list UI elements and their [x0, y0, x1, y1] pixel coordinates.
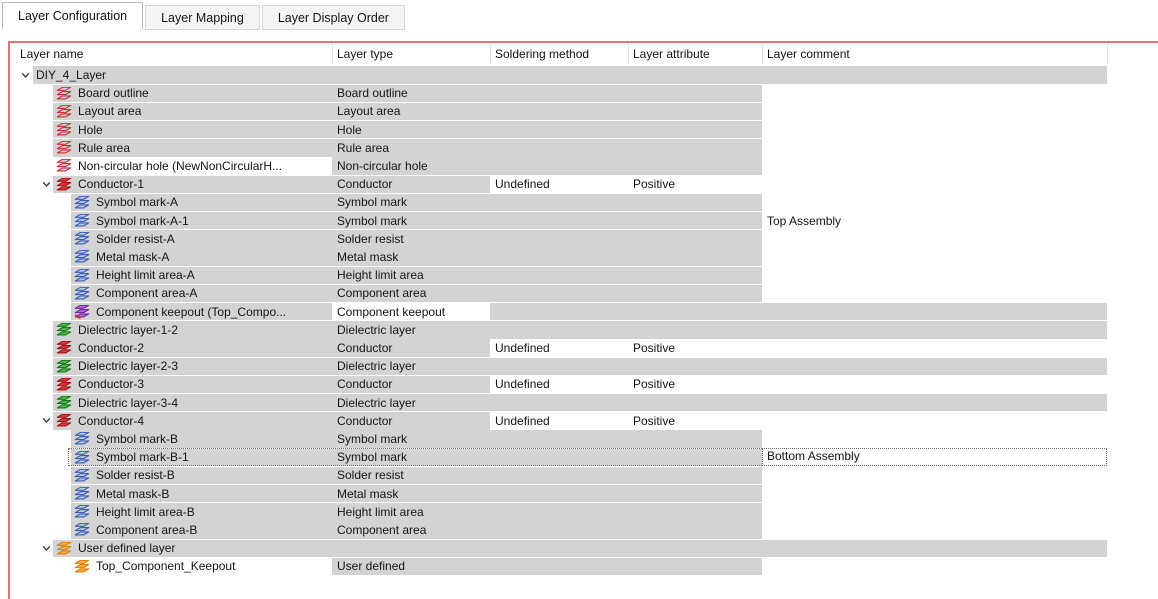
blue-layers-icon	[74, 269, 90, 283]
layer-name: Dielectric layer-1-2	[78, 322, 179, 337]
layer-name: Board outline	[78, 86, 149, 101]
tab-layer-display-order[interactable]: Layer Display Order	[262, 5, 405, 30]
layer-type: Solder resist	[337, 231, 404, 246]
tab-bar	[2, 2, 407, 30]
column-divider	[1107, 45, 1108, 64]
row-band	[53, 321, 1107, 338]
layer-name: Layout area	[78, 104, 142, 119]
layer-name: Top_Component_Keepout	[96, 559, 236, 574]
layer-type: Component keepout	[337, 304, 446, 319]
layer-name: Dielectric layer-3-4	[78, 395, 179, 410]
redblue-layers-icon	[56, 141, 72, 155]
tab-layer-mapping[interactable]: Layer Mapping	[145, 5, 260, 30]
layer-name: Dielectric layer-2-3	[78, 359, 179, 374]
row-diy-4-layer[interactable]	[0, 66, 1158, 84]
layer-name: User defined layer	[78, 541, 176, 556]
blue-layers-icon	[74, 214, 90, 228]
row-metal-mask-a[interactable]	[0, 248, 1158, 266]
layer-name: Component area-B	[96, 523, 198, 537]
layer-type: Dielectric layer	[337, 359, 416, 374]
layer-name: Metal mask-A	[96, 250, 170, 264]
layer-type: Dielectric layer	[337, 395, 416, 410]
soldering-method: Undefined	[495, 341, 550, 355]
layer-name: Conductor-3	[78, 377, 145, 392]
layer-type: Conductor	[337, 341, 393, 355]
layer-attribute: Positive	[633, 377, 676, 392]
layer-name: Symbol mark-A	[96, 195, 179, 210]
layer-type: Layout area	[337, 104, 401, 119]
red-layers-icon	[56, 378, 72, 392]
row-dielectric-layer-1-2[interactable]	[0, 321, 1158, 339]
column-header-soldering-method[interactable]: Soldering method	[495, 47, 590, 61]
blue-layers-icon	[74, 523, 90, 537]
column-divider	[762, 45, 763, 64]
chevron-down-icon[interactable]	[41, 543, 52, 554]
row-band	[71, 248, 762, 265]
layer-type: Hole	[337, 122, 362, 137]
orange-layers-icon	[74, 560, 90, 574]
row-conductor-2[interactable]	[0, 339, 1158, 357]
column-divider	[490, 45, 491, 64]
row-symbol-mark-b-1[interactable]	[0, 448, 1158, 466]
soldering-method: Undefined	[495, 413, 550, 428]
layer-name: Hole	[78, 122, 103, 137]
row-solder-resist-a[interactable]	[0, 230, 1158, 248]
blue-layers-icon	[74, 469, 90, 483]
row-band	[53, 540, 1107, 557]
tab-layer-configuration[interactable]: Layer Configuration	[2, 2, 143, 30]
red-layers-icon	[56, 341, 72, 355]
comment-edit-cell[interactable]: Bottom Assembly	[762, 448, 1107, 466]
layer-name: Symbol mark-B	[96, 432, 179, 446]
layer-name: Component area-A	[96, 286, 198, 301]
row-symbol-mark-a-1[interactable]	[0, 212, 1158, 230]
red-layers-icon	[56, 178, 72, 192]
row-user-defined-layer[interactable]	[0, 539, 1158, 557]
layer-attribute: Positive	[633, 413, 676, 428]
table-highlight-border-top	[8, 41, 1158, 43]
layer-name: Conductor-1	[78, 177, 145, 192]
column-header-layer-name[interactable]: Layer name	[20, 47, 84, 61]
row-hole[interactable]	[0, 121, 1158, 139]
layer-name: Height limit area-B	[96, 504, 195, 519]
layer-name: Symbol mark-B-1	[96, 450, 189, 465]
blue-layers-icon	[74, 505, 90, 519]
layer-name: Component keepout (Top_Compo...	[96, 304, 287, 319]
soldering-method: Undefined	[495, 177, 550, 192]
row-dielectric-layer-3-4[interactable]	[0, 394, 1158, 412]
purple-layers-icon	[74, 305, 90, 319]
layer-comment: Top Assembly	[767, 213, 842, 228]
row-board-outline[interactable]	[0, 84, 1158, 102]
blue-layers-icon	[74, 232, 90, 246]
column-divider	[332, 45, 333, 64]
row-component-keepout-top-compo[interactable]	[0, 303, 1158, 321]
orange-layers-icon	[56, 542, 72, 556]
layer-name: DIY_4_Layer	[36, 68, 107, 82]
row-symbol-mark-b[interactable]	[0, 430, 1158, 448]
layer-name: Non-circular hole (NewNonCircularH...	[78, 159, 283, 173]
row-dielectric-layer-2-3[interactable]	[0, 357, 1158, 375]
layer-type: Symbol mark	[337, 195, 408, 210]
soldering-method: Undefined	[495, 377, 550, 392]
layer-type: Height limit area	[337, 504, 424, 519]
row-symbol-mark-a[interactable]	[0, 193, 1158, 211]
layer-name: Solder resist-B	[96, 468, 175, 483]
row-band	[33, 66, 1107, 83]
layer-type: Symbol mark	[337, 450, 408, 465]
row-band	[53, 139, 762, 156]
layer-name: Conductor-2	[78, 341, 145, 355]
chevron-down-icon[interactable]	[41, 415, 52, 426]
layer-name: Symbol mark-A-1	[96, 213, 189, 228]
redblue-layers-icon	[56, 159, 72, 173]
row-solder-resist-b[interactable]	[0, 466, 1158, 484]
row-height-limit-area-a[interactable]	[0, 266, 1158, 284]
layer-type: User defined	[337, 559, 406, 574]
blue-layers-icon	[74, 432, 90, 446]
table-highlight-border-left	[8, 41, 10, 599]
row-component-area-b[interactable]	[0, 521, 1158, 539]
layer-name: Rule area	[78, 140, 131, 155]
redblue-layers-icon	[56, 105, 72, 119]
blue-layers-icon	[74, 196, 90, 210]
layer-type: Component area	[337, 523, 427, 537]
layer-name: Solder resist-A	[96, 231, 175, 246]
chevron-down-icon[interactable]	[20, 70, 31, 81]
layer-type: Symbol mark	[337, 213, 408, 228]
layer-type: Non-circular hole	[337, 159, 428, 173]
layer-type: Dielectric layer	[337, 322, 416, 337]
green-layers-icon	[56, 360, 72, 374]
row-conductor-3[interactable]	[0, 375, 1158, 393]
row-non-circular-hole-newnoncircularh[interactable]	[0, 157, 1158, 175]
row-rule-area[interactable]	[0, 139, 1158, 157]
layer-type: Rule area	[337, 140, 390, 155]
row-band	[53, 121, 762, 138]
row-band	[53, 103, 762, 120]
column-header-layer-comment[interactable]: Layer comment	[767, 47, 850, 61]
blue-layers-icon	[74, 250, 90, 264]
row-metal-mask-b[interactable]	[0, 485, 1158, 503]
layer-type: Symbol mark	[337, 432, 408, 446]
green-layers-icon	[56, 323, 72, 337]
green-layers-icon	[56, 396, 72, 410]
layer-attribute: Positive	[633, 341, 676, 355]
layer-name: Height limit area-A	[96, 268, 195, 283]
layer-type: Metal mask	[337, 250, 399, 264]
row-band	[53, 358, 1107, 375]
layer-type: Component area	[337, 286, 427, 301]
row-band	[53, 394, 1107, 411]
layer-type: Conductor	[337, 377, 393, 392]
layer-type: Metal mask	[337, 486, 399, 501]
row-height-limit-area-b[interactable]	[0, 503, 1158, 521]
layer-type: Conductor	[337, 413, 393, 428]
row-layout-area[interactable]	[0, 102, 1158, 120]
row-conductor-1[interactable]	[0, 175, 1158, 193]
layer-type: Conductor	[337, 177, 393, 192]
row-conductor-4[interactable]	[0, 412, 1158, 430]
layer-name: Conductor-4	[78, 413, 145, 428]
layer-type: Solder resist	[337, 468, 404, 483]
layer-name: Metal mask-B	[96, 486, 170, 501]
layer-type: Height limit area	[337, 268, 424, 283]
redblue-layers-icon	[56, 87, 72, 101]
blue-layers-icon	[74, 487, 90, 501]
column-header-layer-attribute[interactable]: Layer attribute	[633, 47, 710, 61]
redblue-layers-icon	[56, 123, 72, 137]
row-band	[71, 485, 762, 502]
blue-layers-icon	[74, 451, 90, 465]
row-top-component-keepout[interactable]	[0, 557, 1158, 575]
layer-attribute: Positive	[633, 177, 676, 192]
chevron-down-icon[interactable]	[41, 179, 52, 190]
column-header-layer-type[interactable]: Layer type	[337, 47, 394, 61]
red-layers-icon	[56, 414, 72, 428]
blue-layers-icon	[74, 287, 90, 301]
row-component-area-a[interactable]	[0, 284, 1158, 302]
column-divider	[628, 45, 629, 64]
layer-type: Board outline	[337, 86, 408, 101]
